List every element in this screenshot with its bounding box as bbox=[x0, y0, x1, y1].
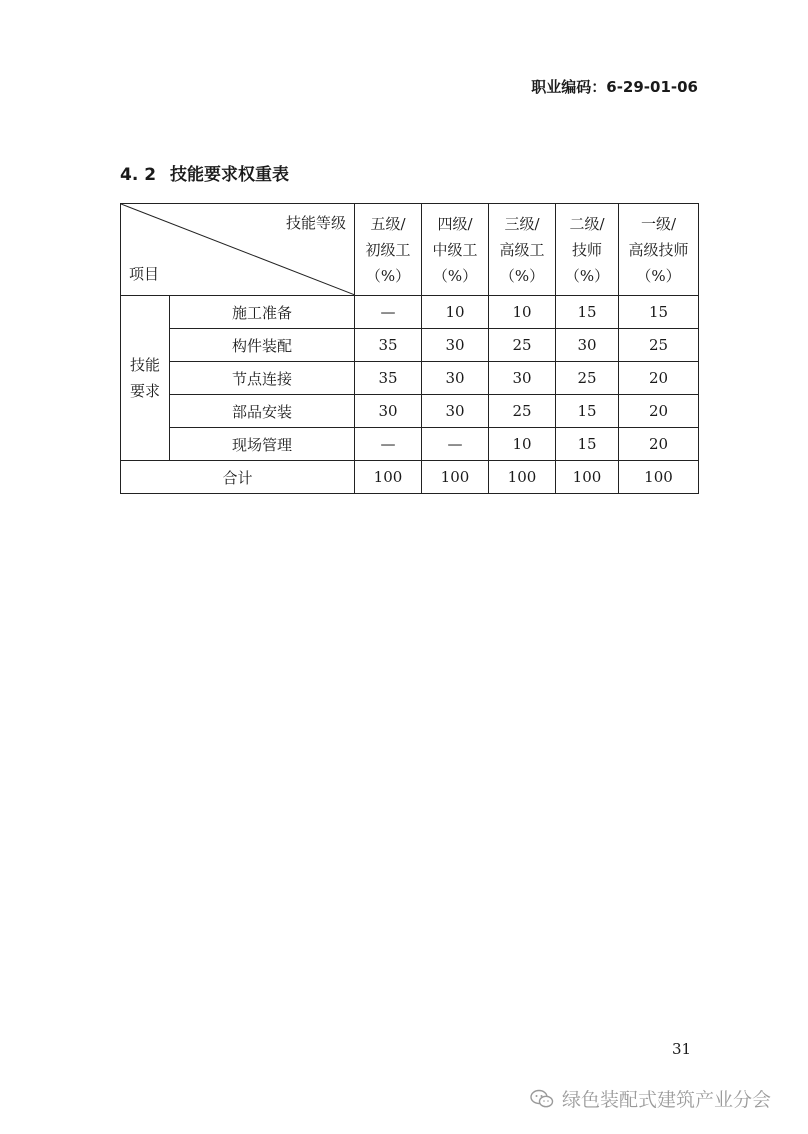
page-number: 31 bbox=[672, 1040, 692, 1058]
table-header-row bbox=[121, 204, 699, 296]
table-cell: 20 bbox=[619, 395, 699, 428]
table-cell: 30 bbox=[355, 395, 422, 428]
total-label: 合计 bbox=[121, 461, 355, 494]
section-heading bbox=[120, 160, 289, 185]
table-row bbox=[121, 362, 699, 395]
table-cell: 35 bbox=[355, 362, 422, 395]
total-cell: 100 bbox=[619, 461, 699, 494]
total-cell: 100 bbox=[556, 461, 619, 494]
table-cell: 35 bbox=[355, 329, 422, 362]
diag-bottom-label: 项目 bbox=[129, 265, 160, 283]
table-cell: 25 bbox=[489, 329, 556, 362]
diag-top-label: 技能等级 bbox=[285, 214, 346, 232]
total-cell: 100 bbox=[422, 461, 489, 494]
table-cell: 30 bbox=[422, 362, 489, 395]
total-cell: 100 bbox=[355, 461, 422, 494]
skill-weight-table bbox=[120, 203, 699, 494]
table-cell: 25 bbox=[619, 329, 699, 362]
row-label: 现场管理 bbox=[170, 428, 355, 461]
row-label: 构件装配 bbox=[170, 329, 355, 362]
table-cell: 10 bbox=[489, 296, 556, 329]
table-row bbox=[121, 428, 699, 461]
group-label-cell: 技能 要求 bbox=[121, 296, 170, 461]
section-title: 技能要求权重表 bbox=[170, 165, 290, 185]
occupation-code: 职业编码：6-29-01-06 bbox=[531, 78, 698, 96]
table-cell: 30 bbox=[489, 362, 556, 395]
column-header: 三级/ 高级工 （%） bbox=[489, 204, 556, 296]
total-row bbox=[121, 461, 699, 494]
table-cell: 20 bbox=[619, 428, 699, 461]
watermark-text: 绿色装配式建筑产业分会 bbox=[562, 1089, 772, 1111]
table-cell: — bbox=[355, 296, 422, 329]
table-row bbox=[121, 329, 699, 362]
table-cell: 30 bbox=[422, 329, 489, 362]
row-label: 施工准备 bbox=[170, 296, 355, 329]
column-header: 二级/ 技师 （%） bbox=[556, 204, 619, 296]
diagonal-header-cell bbox=[121, 204, 355, 296]
column-header: 五级/ 初级工 （%） bbox=[355, 204, 422, 296]
column-header: 四级/ 中级工 （%） bbox=[422, 204, 489, 296]
table-cell: 20 bbox=[619, 362, 699, 395]
table-cell: 10 bbox=[422, 296, 489, 329]
table-cell: 15 bbox=[556, 395, 619, 428]
table-cell: 15 bbox=[556, 296, 619, 329]
table-row bbox=[121, 296, 699, 329]
table-cell: 15 bbox=[619, 296, 699, 329]
total-cell: 100 bbox=[489, 461, 556, 494]
row-label: 节点连接 bbox=[170, 362, 355, 395]
skill-weight-table-wrapper bbox=[120, 203, 698, 496]
table-cell: 25 bbox=[556, 362, 619, 395]
row-label: 部品安装 bbox=[170, 395, 355, 428]
wechat-icon bbox=[530, 1089, 554, 1109]
column-header: 一级/ 高级技师 （%） bbox=[619, 204, 699, 296]
table-cell: 25 bbox=[489, 395, 556, 428]
watermark bbox=[530, 1085, 771, 1112]
table-cell: — bbox=[422, 428, 489, 461]
table-cell: 10 bbox=[489, 428, 556, 461]
table-cell: 30 bbox=[556, 329, 619, 362]
table-cell: 30 bbox=[422, 395, 489, 428]
table-row bbox=[121, 395, 699, 428]
table-cell: — bbox=[355, 428, 422, 461]
section-number: 4. 2 bbox=[120, 165, 157, 185]
table-cell: 15 bbox=[556, 428, 619, 461]
